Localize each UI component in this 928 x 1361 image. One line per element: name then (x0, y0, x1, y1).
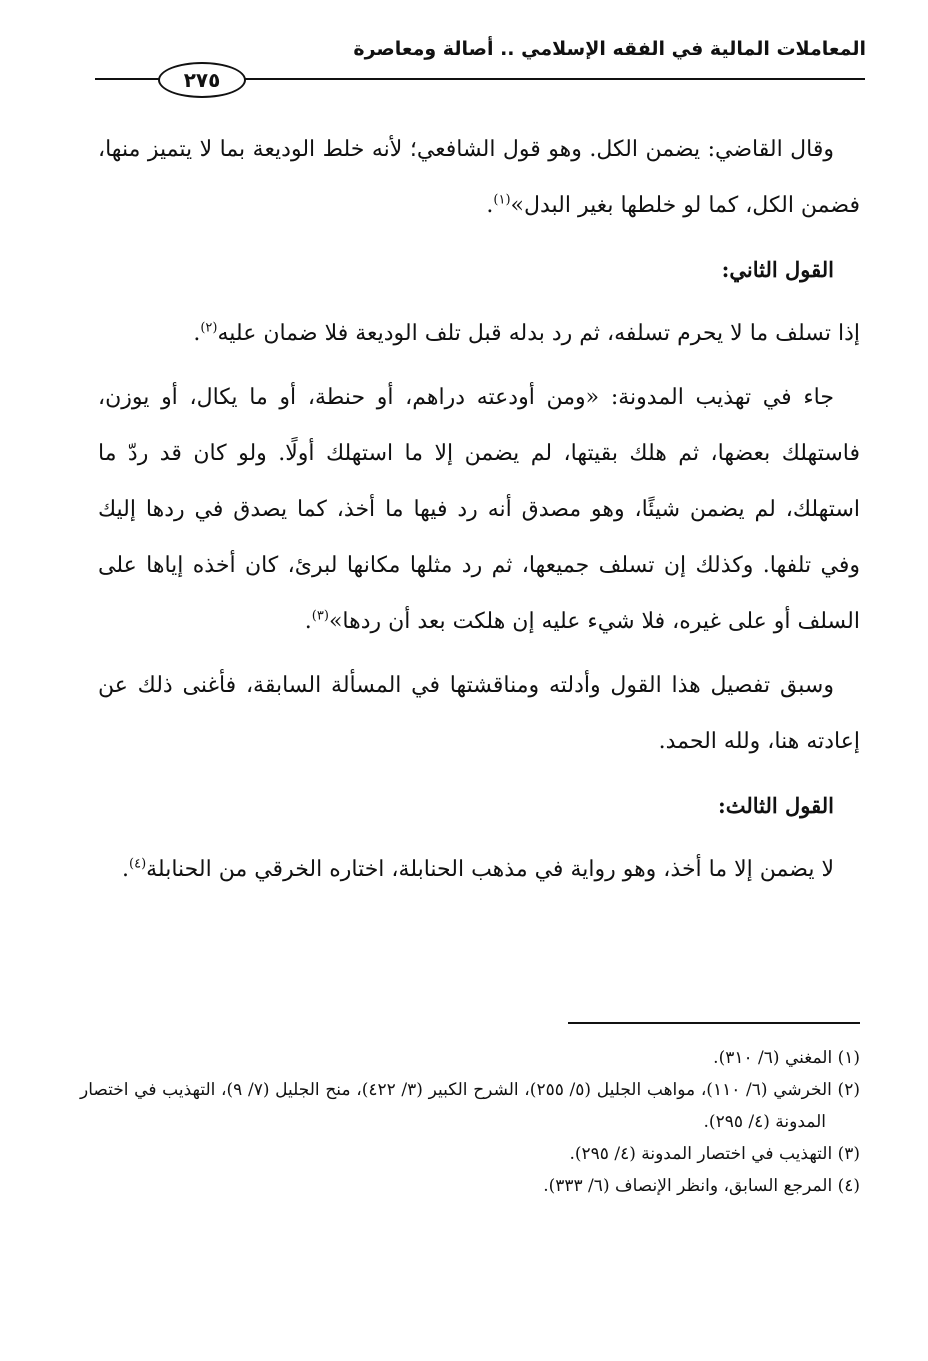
paragraph-text: لا يضمن إلا ما أخذ، وهو رواية في مذهب الحنابلة، اختاره الخرقي من الحنابلة (146, 857, 834, 882)
paragraph-end: . (122, 857, 129, 882)
footnote-1: (١) المغني (٦/ ٣١٠). (713, 1048, 860, 1068)
paragraph-tahdhib-quote (98, 370, 860, 650)
footnote-ref-4: (٤) (129, 856, 147, 872)
main-text (98, 122, 860, 906)
running-header-title: المعاملات المالية في الفقه الإسلامي .. أصالة ومعاصرة (353, 38, 866, 60)
paragraph-qadi-quote (98, 122, 860, 234)
footnote-ref-2: (٢) (200, 320, 218, 336)
paragraph-text: جاء في تهذيب المدونة: «ومن أودعته دراهم، أو حنطة، أو ما يكال، أو يوزن، فاستهلك بعضها، ثم هلك بقيتها، لم يضمن إلا ما استهلك أولًا. ولو كان قد ردّ ما استهلك، لم يضمن شيئًا، وهو مصدق أنه رد فيها ما أخذ، كما يصدق في ردها إليك وفي تلفها. وكذلك إن تسلف جميعها، ثم رد مثلها مكانها لبرئ، كان أخذه إياها على السلف أو على غيره، فلا شيء عليه إن هلكت بعد أن ردها» (98, 385, 860, 634)
page-number: ٢٧٥ (158, 62, 246, 98)
footnote-3: (٣) التهذيب في اختصار المدونة (٤/ ٢٩٥). (569, 1144, 860, 1164)
footnote-ref-1: (١) (493, 192, 511, 208)
paragraph-end: . (304, 609, 312, 634)
section-heading-second-opinion: القول الثاني: (721, 257, 834, 282)
section-heading-third-opinion: القول الثالث: (717, 793, 834, 818)
paragraph-text: إذا تسلف ما لا يحرم تسلفه، ثم رد بدله قبل تلف الوديعة فلا ضمان عليه (217, 321, 860, 346)
footnote-2: (٢) الخرشي (٦/ ١١٠)، مواهب الجليل (٥/ ٢٥٥)، الشرح الكبير (٣/ ٤٢٢)، منح الجليل (٧/ ٩)، التهذيب في اختصار المدونة (٤/ ٢٩٥). (80, 1080, 860, 1132)
paragraph-second-opinion (98, 306, 860, 362)
paragraph-third-opinion (98, 842, 860, 898)
paragraph-text: وقال القاضي: يضمن الكل. وهو قول الشافعي؛ لأنه خلط الوديعة بما لا يتميز منها، فضمن الكل، كما لو خلطها بغير البدل» (98, 137, 860, 218)
footnote-ref-3: (٣) (311, 608, 329, 624)
footnote-4: (٤) المرجع السابق، وانظر الإنصاف (٦/ ٣٣٣). (543, 1176, 860, 1196)
paragraph-end: . (486, 193, 494, 218)
paragraph-previous-detail: وسبق تفصيل هذا القول وأدلته ومناقشتها في المسألة السابقة، فأغنى ذلك عن إعادته هنا، ولله الحمد. (98, 673, 860, 754)
footnote-separator (568, 1022, 860, 1024)
paragraph-end: . (193, 321, 201, 346)
footnotes (80, 1042, 860, 1202)
